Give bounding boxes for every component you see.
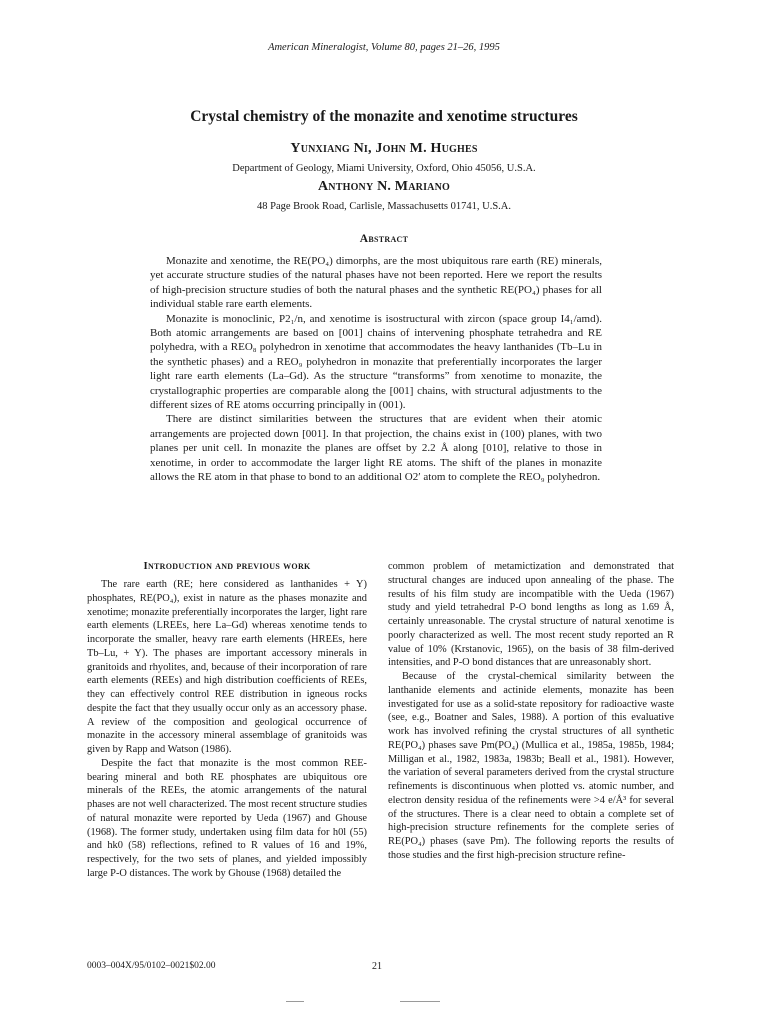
body-paragraph: The rare earth (RE; here considered as lanthanides + Y) phosphates, RE(PO₄), exist in nature as the phases monazite and xenotime; monazite preferentially incorporates the larger, light rare earth elements (LREEs, here La–Gd) whereas xenotime tends to incorporate the smaller, heavy rare earth elements (HREEs, here Tb–Lu, + Y). The phases are important accessory minerals in granitoids and rhyolites, and, because of their incorporation of rare earth elements (REEs) and high distribution coefficients of REEs, they can effectively control REE distribution in igneous rocks despite the fact that they usually occur only as an accessory phase. A review of the composition and geological occurrence of monazite in the accessory mineral assemblage of granitoids was given by Rapp and Watson (1986).	[87, 579, 367, 755]
author-names-2: Anthony N. Mariano	[318, 179, 450, 194]
paper-title: Crystal chemistry of the monazite and xenotime structures	[190, 108, 578, 125]
author-affiliation-2: 48 Page Brook Road, Carlisle, Massachusetts 01741, U.S.A.	[256, 201, 512, 212]
abstract-paragraph: Monazite and xenotime, the RE(PO₄) dimorphs, are the most ubiquitous rare earth (RE) minerals, yet accurate structure studies of the natural phases have not been reported. Here we report the results of high-precision structure studies of both the natural phases and the synthetic RE(PO₄) phases for all individual stable rare earth elements.	[150, 255, 602, 311]
abstract-paragraph: There are distinct similarities between the structures that are evident when their atomic arrangements are projected down [001]. In that projection, the chains exist in (100) planes, with two planes per unit cell. In monazite the planes are offset by 2.2 Å along [010], relative to those in xenotime, in order to accommodate the larger light RE atoms. The shift of the planes in monazite allows the RE atom in that phase to bond to an additional O2′ atom to complete the REO₉ polyhedron.	[150, 413, 602, 484]
scan-mark	[400, 1001, 440, 1002]
body-paragraph: Despite the fact that monazite is the most common REE-bearing mineral and both RE phosphates are ubiquitous ore minerals of the REEs, the atomic arrangements of the natural phases are not well characterized. The most recent structure studies of natural monazite were reported by Ueda (1967) and Ghouse (1968). The former study, undertaken using film data for h0l (55) and hk0 (58) reflections, refined to R values of 16 and 19%, respectively, for the two sets of planes, and yielded impossibly large P-O distances. The work by Ghouse (1968) detailed the	[87, 757, 367, 879]
abstract-paragraph: Monazite is monoclinic, P2₁/n, and xenotime is isostructural with zircon (space group I4₁/amd). Both atomic arrangements are based on [001] chains of intervening phosphate tetrahedra and RE polyhedra, with a REO₈ polyhedron in xenotime that accommodates the heavy lanthanides (Tb–Lu in the synthetic phases) and a REO₉ polyhedron in monazite that preferentially incorporates the larger light rare earth elements (La–Gd). As the structure “transforms” from xenotime to monazite, the crystallographic properties are comparable along the [001] chains, with structural adjustments to the different sizes of RE atoms occurring principally in (001).	[150, 312, 602, 412]
author-names-1: Yunxiang Ni, John M. Hughes	[290, 141, 478, 156]
body-paragraph: Because of the crystal-chemical similarity between the lanthanide elements and actinide elements, monazite has been investigated for use as a solid-state repository for radioactive waste (see, e.g., Boatner and Sales, 1988). A portion of this evaluative work has involved refining the crystal structures of all synthetic RE(PO₄) phases save Pm(PO₄) (Mullica et al., 1985a, 1985b, 1984; Milligan et al., 1982, 1983a, 1983b; Beall et al., 1981). However, the variation of several parameters derived from the crystal structure refinements is discontinuous when plotted vs. atomic number, and electron density residua of the refinements were >4 e/Å³ for several of the structures. There is a clear need to obtain a complete set of high-precision structure refinements for the complete series of RE(PO₄) phases (save Pm). The following reports the results of those studies and the first high-precision structure refine-	[388, 671, 674, 861]
page-number: 21	[372, 961, 382, 972]
body-paragraph-continued: common problem of metamictization and demonstrated that structural changes are induced upon annealing of the phase. The results of his film study are incompatible with the Ueda (1967) study and yield tetrahedral P-O bond lengths as long as 1.69 Å, certainly unreasonable. The crystal structure of natural xenotime is poorly characterized as well. The most recent study reported an R value of 10% (Krstanovic, 1965), on the basis of 38 film-derived intensities, and P-O bond distances that are unreasonably short.	[388, 561, 674, 669]
journal-header: American Mineralogist, Volume 80, pages 21–26, 1995	[268, 42, 500, 53]
left-column	[87, 560, 367, 881]
section-heading: Introduction and previous work	[143, 560, 311, 572]
abstract-body	[150, 254, 602, 485]
author-affiliation-1: Department of Geology, Miami University, Oxford, Ohio 45056, U.S.A.	[232, 163, 536, 174]
scan-mark	[286, 1001, 304, 1002]
footer-code: 0003–004X/95/0102–0021$02.00	[87, 961, 216, 971]
right-column	[388, 560, 674, 863]
abstract-heading: Abstract	[359, 233, 409, 245]
